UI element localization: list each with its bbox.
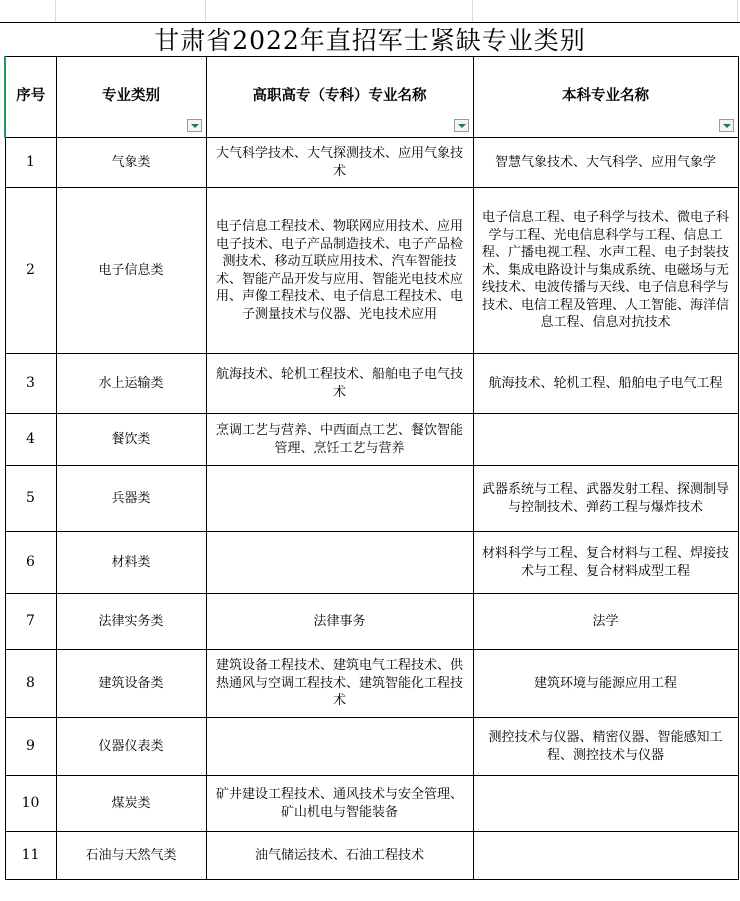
header-category[interactable]: 专业类别 [56, 57, 206, 138]
filter-dropdown-icon[interactable] [719, 119, 734, 132]
cell-seq[interactable]: 4 [5, 414, 56, 466]
cell-category[interactable]: 材料类 [56, 532, 206, 594]
cell-vocational[interactable]: 航海技术、轮机工程技术、船舶电子电气技术 [206, 354, 473, 414]
cell-seq[interactable]: 6 [5, 532, 56, 594]
table-row [5, 354, 738, 414]
table-row [5, 466, 738, 532]
cell-undergraduate[interactable] [473, 414, 738, 466]
cell-undergraduate[interactable] [473, 776, 738, 832]
top-gridline-row [0, 0, 740, 23]
specialty-table [4, 56, 739, 880]
cell-category[interactable]: 建筑设备类 [56, 650, 206, 718]
table-row [5, 832, 738, 880]
header-vocational[interactable]: 高职高专（专科）专业名称 [206, 57, 473, 138]
header-seq[interactable]: 序号 [5, 57, 56, 138]
cell-vocational[interactable] [206, 718, 473, 776]
table-row [5, 138, 738, 188]
filter-dropdown-icon[interactable] [187, 119, 202, 132]
cell-vocational[interactable] [206, 466, 473, 532]
cell-seq[interactable]: 3 [5, 354, 56, 414]
cell-seq[interactable]: 5 [5, 466, 56, 532]
cell-vocational[interactable]: 烹调工艺与营养、中西面点工艺、餐饮智能管理、烹饪工艺与营养 [206, 414, 473, 466]
table-row [5, 718, 738, 776]
cell-category[interactable]: 石油与天然气类 [56, 832, 206, 880]
cell-undergraduate[interactable]: 武器系统与工程、武器发射工程、探测制导与控制技术、弹药工程与爆炸技术 [473, 466, 738, 532]
cell-vocational[interactable]: 油气储运技术、石油工程技术 [206, 832, 473, 880]
cell-undergraduate[interactable]: 材料科学与工程、复合材料与工程、焊接技术与工程、复合材料成型工程 [473, 532, 738, 594]
cell-category[interactable]: 兵器类 [56, 466, 206, 532]
filter-dropdown-icon[interactable] [454, 119, 469, 132]
cell-undergraduate[interactable]: 建筑环境与能源应用工程 [473, 650, 738, 718]
header-row [5, 57, 738, 138]
table-row [5, 776, 738, 832]
cell-undergraduate[interactable]: 法学 [473, 594, 738, 650]
cell-category[interactable]: 法律实务类 [56, 594, 206, 650]
table-row [5, 532, 738, 594]
cell-seq[interactable]: 11 [5, 832, 56, 880]
table-row [5, 650, 738, 718]
table-row [5, 414, 738, 466]
cell-seq[interactable]: 2 [5, 188, 56, 354]
cell-seq[interactable]: 9 [5, 718, 56, 776]
cell-category[interactable]: 仪器仪表类 [56, 718, 206, 776]
cell-vocational[interactable]: 矿井建设工程技术、通风技术与安全管理、矿山机电与智能装备 [206, 776, 473, 832]
header-undergraduate[interactable]: 本科专业名称 [473, 57, 738, 138]
cell-vocational[interactable]: 法律事务 [206, 594, 473, 650]
cell-category[interactable]: 煤炭类 [56, 776, 206, 832]
cell-undergraduate[interactable]: 智慧气象技术、大气科学、应用气象学 [473, 138, 738, 188]
cell-category[interactable]: 餐饮类 [56, 414, 206, 466]
cell-category[interactable]: 气象类 [56, 138, 206, 188]
cell-vocational[interactable]: 电子信息工程技术、物联网应用技术、应用电子技术、电子产品制造技术、电子产品检测技术、移动互联应用技术、汽车智能技术、智能产品开发与应用、智能光电技术应用、声像工程技术、电子信息工程技术、电子测量技术与仪器、光电技术应用 [206, 188, 473, 354]
cell-category[interactable]: 电子信息类 [56, 188, 206, 354]
cell-undergraduate[interactable]: 航海技术、轮机工程、船舶电子电气工程 [473, 354, 738, 414]
table-row [5, 188, 738, 354]
cell-category[interactable]: 水上运输类 [56, 354, 206, 414]
table-row [5, 594, 738, 650]
cell-undergraduate[interactable]: 测控技术与仪器、精密仪器、智能感知工程、测控技术与仪器 [473, 718, 738, 776]
cell-seq[interactable]: 1 [5, 138, 56, 188]
cell-undergraduate[interactable] [473, 832, 738, 880]
cell-seq[interactable]: 10 [5, 776, 56, 832]
cell-vocational[interactable]: 大气科学技术、大气探测技术、应用气象技术 [206, 138, 473, 188]
cell-seq[interactable]: 8 [5, 650, 56, 718]
cell-seq[interactable]: 7 [5, 594, 56, 650]
cell-undergraduate[interactable]: 电子信息工程、电子科学与技术、微电子科学与工程、光电信息科学与工程、信息工程、广播电视工程、水声工程、电子封装技术、集成电路设计与集成系统、电磁场与无线技术、电波传播与天线、电子信息科学与技术、电信工程及管理、人工智能、海洋信息工程、信息对抗技术 [473, 188, 738, 354]
cell-vocational[interactable]: 建筑设备工程技术、建筑电气工程技术、供热通风与空调工程技术、建筑智能化工程技术 [206, 650, 473, 718]
sheet-title: 甘肃省2022年直招军士紧缺专业类别 [154, 26, 586, 55]
cell-vocational[interactable] [206, 532, 473, 594]
